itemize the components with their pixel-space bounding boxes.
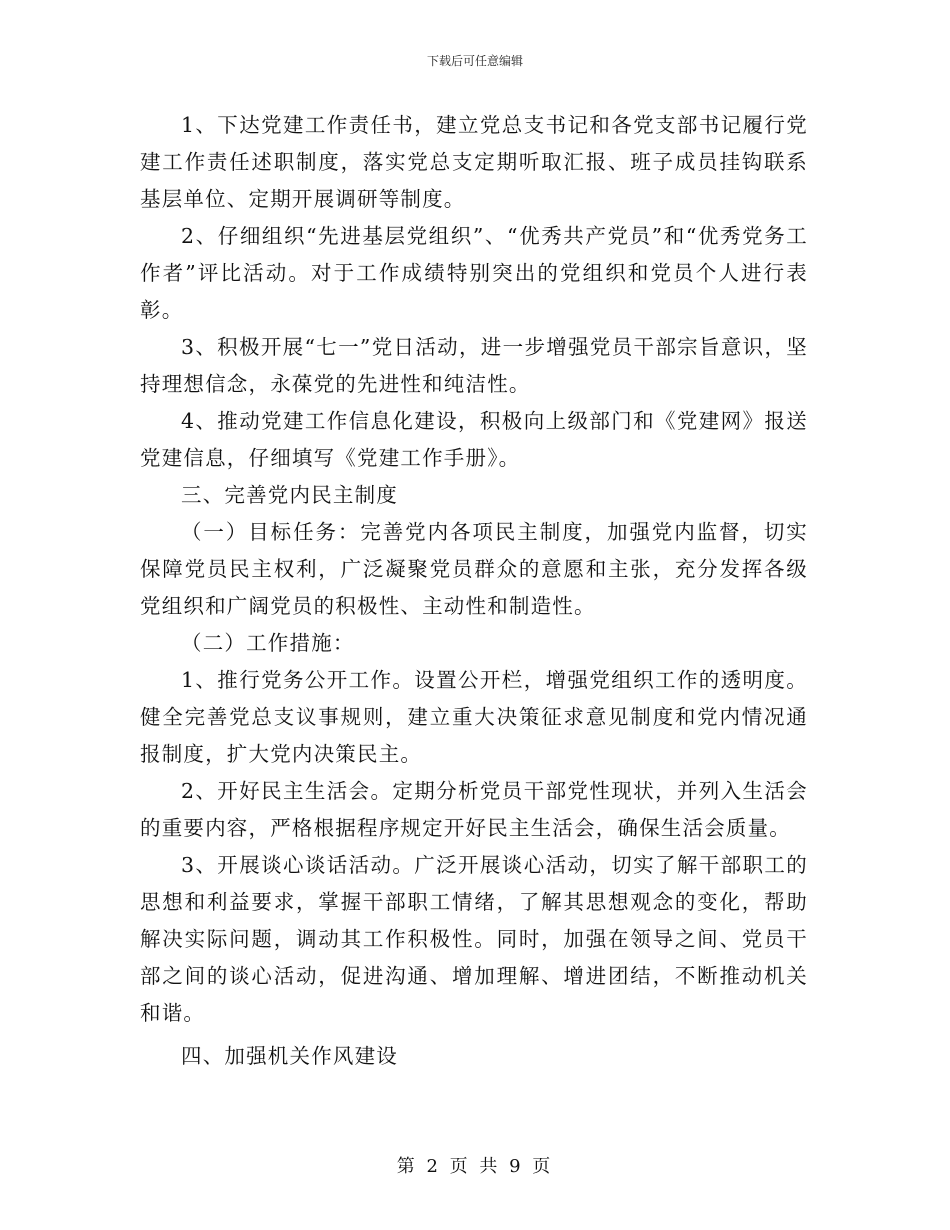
section-heading-4: 四、加强机关作风建设 — [181, 1044, 398, 1068]
paragraph-measure-3: 3、开展谈心谈话活动。广泛开展谈心活动，切实了解干部职工的思想和利益要求，掌握干部职工情绪，了解其思想观念的变化，帮助解决实际问题，调动其工作积极性。同时，加强在领导之间、党员干部之间的谈心活动，促进沟通、增加理解、增进团结，不断推动机关和谐。 — [140, 853, 808, 1025]
paragraph-4: 4、推动党建工作信息化建设，积极向上级部门和《党建网》报送党建信息，仔细填写《党建工作手册》。 — [140, 409, 808, 470]
paragraph-2: 2、仔细组织“先进基层党组织”、“优秀共产党员”和“优秀党务工作者”评比活动。对于工作成绩特别突出的党组织和党员个人进行表彰。 — [140, 224, 808, 322]
paragraph-measure-2: 2、开好民主生活会。定期分析党员干部党性现状，并列入生活会的重要内容，严格根据程序规定开好民主生活会，确保生活会质量。 — [140, 779, 808, 840]
page-number: 第 2 页 共 9 页 — [396, 1156, 554, 1177]
page-header-note: 下载后可任意编辑 — [426, 54, 523, 68]
document-body — [140, 107, 808, 1075]
paragraph-3: 3、积极开展“七一”党日活动，进一步增强党员干部宗旨意识，坚持理想信念，永葆党的先进性和纯洁性。 — [140, 335, 808, 396]
paragraph-goal: （一）目标任务：完善党内各项民主制度，加强党内监督，切实保障党员民主权利，广泛凝聚党员群众的意愿和主张，充分发挥各级党组织和广阔党员的积极性、主动性和制造性。 — [140, 520, 808, 618]
paragraph-1: 1、下达党建工作责任书，建立党总支书记和各党支部书记履行党建工作责任述职制度，落实党总支定期听取汇报、班子成员挂钩联系基层单位、定期开展调研等制度。 — [140, 113, 808, 211]
paragraph-measure-1: 1、推行党务公开工作。设置公开栏，增强党组织工作的透明度。健全完善党总支议事规则，建立重大决策征求意见制度和党内情况通报制度，扩大党内决策民主。 — [140, 668, 808, 766]
section-heading-3: 三、完善党内民主制度 — [181, 483, 398, 507]
subheading-measures: （二）工作措施： — [181, 631, 355, 655]
